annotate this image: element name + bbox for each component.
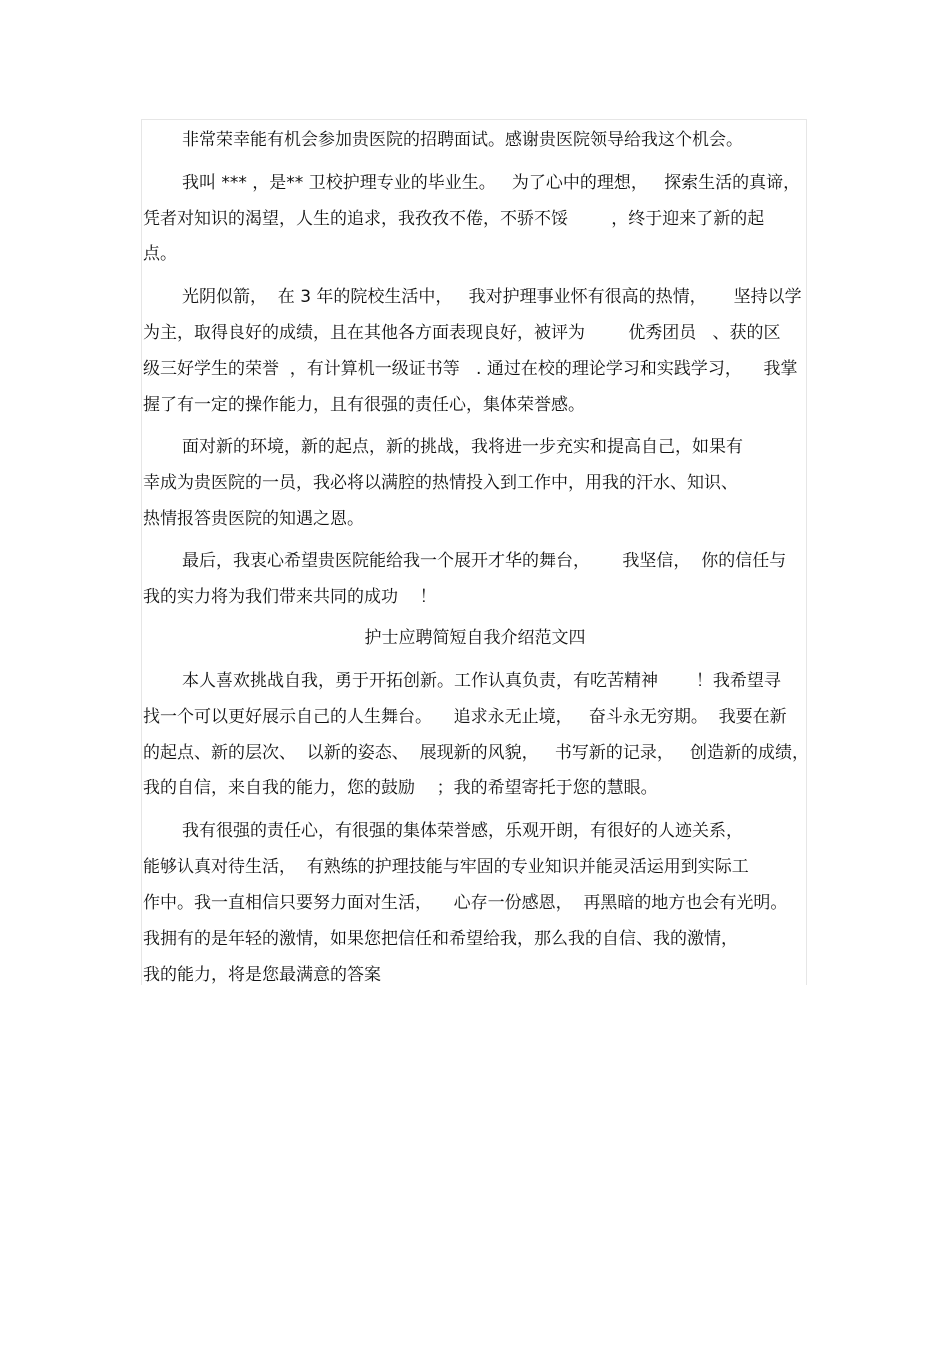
paragraph-4-line-3: 热情报答贵医院的知遇之恩。 <box>143 509 364 529</box>
paragraph-3-line-1: 光阴似箭， 在 3 年的院校生活中， 我对护理事业怀有很高的热情， 坚持以学 <box>182 287 802 307</box>
paragraph-3-line-4: 握了有一定的操作能力，且有很强的责任心，集体荣誉感。 <box>143 395 585 415</box>
paragraph-3-line-2: 为主，取得良好的成绩，且在其他各方面表现良好，被评为 优秀团员 、获的区 <box>143 323 781 343</box>
paragraph-4-line-2: 幸成为贵医院的一员，我必将以满腔的热情投入到工作中，用我的汗水、知识、 <box>143 473 738 493</box>
paragraph-2-line-3: 点。 <box>143 244 177 264</box>
section-paragraph-2-line-2: 能够认真对待生活， 有熟练的护理技能与牢固的专业知识并能灵活运用到实际工 <box>143 857 749 877</box>
paragraph-2-line-1: 我叫 *** ，是** 卫校护理专业的毕业生。 为了心中的理想， 探索生活的真谛， <box>182 173 801 193</box>
section-paragraph-2-line-1: 我有很强的责任心，有很强的集体荣誉感，乐观开朗，有很好的人迹关系， <box>182 821 743 841</box>
section-title: 护士应聘简短自我介绍范文四 <box>364 628 586 648</box>
paragraph-5-line-2: 我的实力将为我们带来共同的成功 ！ <box>143 587 437 607</box>
section-paragraph-1-line-2: 找一个可以更好展示自己的人生舞台。 追求永无止境， 奋斗永无穷期。 我要在新 <box>143 707 787 727</box>
paragraph-4-line-1: 面对新的环境，新的起点，新的挑战，我将进一步充实和提高自己，如果有 <box>182 437 743 457</box>
section-paragraph-2-line-4: 我拥有的是年轻的激情，如果您把信任和希望给我，那么我的自信、我的激情， <box>143 929 738 949</box>
section-paragraph-1-line-4: 我的自信，来自我的能力，您的鼓励 ；我的希望寄托于您的慧眼。 <box>143 778 658 798</box>
section-paragraph-2-line-5: 我的能力，将是您最满意的答案 <box>143 965 381 985</box>
section-paragraph-1-line-1: 本人喜欢挑战自我，勇于开拓创新。工作认真负责，有吃苦精神 ！我希望寻 <box>182 671 781 691</box>
paragraph-3-line-3: 级三好学生的荣誉 ，有计算机一级证书等 . 通过在校的理论学习和实践学习， 我掌 <box>143 359 798 379</box>
paragraph-1-line-1: 非常荣幸能有机会参加贵医院的招聘面试。感谢贵医院领导给我这个机会。 <box>182 130 743 150</box>
paragraph-5-line-1: 最后，我衷心希望贵医院能给我一个展开才华的舞台， 我坚信， 你的信任与 <box>182 551 787 571</box>
section-paragraph-2-line-3: 作中。我一直相信只要努力面对生活， 心存一份感恩， 再黑暗的地方也会有光明。 <box>143 893 788 913</box>
paragraph-2-line-2: 凭者对知识的渴望，人生的追求，我孜孜不倦，不骄不馁 ，终于迎来了新的起 <box>143 209 765 229</box>
section-paragraph-1-line-3: 的起点、新的层次、 以新的姿态、 展现新的风貌， 书写新的记录， 创造新的成绩， <box>143 743 810 763</box>
